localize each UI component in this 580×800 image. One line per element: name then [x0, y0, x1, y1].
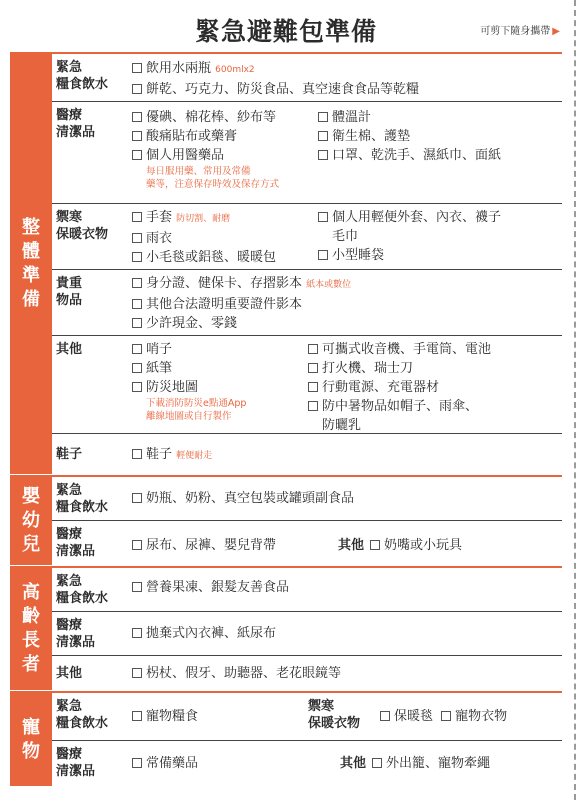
row-other	[52, 336, 562, 434]
note: 下載消防防災e點通App 離線地圖或自行製作	[146, 398, 247, 422]
checklist-item[interactable]: 尿布、尿褲、嬰兒背帶	[132, 536, 276, 555]
checkbox-icon[interactable]	[132, 582, 142, 592]
checkbox-icon[interactable]	[380, 711, 390, 721]
category-label: 醫療 清潔品	[56, 747, 96, 779]
category-label: 其他	[56, 342, 83, 357]
checklist-item[interactable]: 防災地圖	[132, 378, 246, 397]
checkbox-icon[interactable]	[372, 758, 382, 768]
category-label: 貴重 物品	[56, 276, 83, 308]
cut-line	[574, 0, 576, 800]
item-list	[380, 707, 507, 726]
checkbox-icon[interactable]	[132, 628, 142, 638]
item-list-right	[318, 208, 501, 265]
row-clothing	[52, 204, 562, 270]
checkbox-icon[interactable]	[318, 250, 328, 260]
checklist-item[interactable]: 可攜式收音機、手電筒、電池	[308, 340, 491, 359]
cut-note-text: 可剪下隨身攜帶	[480, 26, 551, 37]
label-char: 物	[22, 740, 40, 762]
checklist-item[interactable]: 小型睡袋	[318, 246, 501, 265]
checkbox-icon[interactable]	[132, 540, 142, 550]
checklist-item[interactable]: 身分證、健保卡、存摺影本 紙本或數位	[132, 274, 351, 295]
checklist-item[interactable]: 營養果凍、銀髮友善食品	[132, 578, 289, 597]
checklist-item[interactable]: 優碘、棉花棒、紗布等	[132, 108, 279, 127]
checkbox-icon[interactable]	[132, 112, 142, 122]
checklist-item[interactable]: 常備藥品	[132, 754, 198, 773]
category-label: 緊急 糧食飲水	[56, 483, 109, 515]
checklist-item[interactable]: 柺杖、假牙、助聽器、老花眼鏡等	[132, 664, 341, 683]
label-char: 齡	[22, 606, 40, 627]
checklist-item[interactable]: 個人用醫藥品	[132, 146, 279, 165]
checkbox-icon[interactable]	[132, 363, 142, 373]
checklist-item[interactable]: 防中暑物品如帽子、雨傘、	[308, 397, 491, 416]
checkbox-icon[interactable]	[132, 344, 142, 354]
checkbox-icon[interactable]	[132, 150, 142, 160]
note: 每日服用藥、常用及常備 藥等，注意保存時效及保存方式	[146, 166, 280, 190]
category-label: 緊急 糧食飲水	[56, 699, 109, 731]
checklist-item[interactable]: 奶瓶、奶粉、真空包裝或罐頭副食品	[132, 489, 354, 508]
row-medical	[52, 521, 562, 567]
row-valuables	[52, 270, 562, 336]
label-char: 幼	[22, 510, 40, 531]
row-medical	[52, 741, 562, 788]
checklist-item[interactable]: 行動電源、充電器材	[308, 378, 491, 397]
checklist-item[interactable]: 紙筆	[132, 359, 246, 378]
checklist-item[interactable]: 小毛毯或鋁毯、暖暖包	[132, 248, 276, 267]
section-label-elderly	[10, 568, 52, 690]
label-char: 嬰	[22, 486, 40, 507]
section-overall-prep	[10, 52, 562, 474]
category-label-warm-clothing: 禦寒 保暖衣物	[308, 699, 361, 731]
checkbox-icon[interactable]	[132, 299, 142, 309]
checkbox-icon[interactable]	[370, 540, 380, 550]
category-label: 緊急 糧食飲水	[56, 574, 109, 606]
category-label-other: 其他	[338, 538, 365, 553]
item-continuation: 防曬乳	[322, 418, 362, 433]
item-list-right	[318, 108, 501, 165]
section-label-overall	[10, 54, 52, 474]
row-other	[52, 656, 562, 692]
section-label-infant	[10, 477, 52, 565]
checkbox-icon[interactable]	[132, 711, 142, 721]
checklist-item[interactable]: 酸痛貼布或藥膏	[132, 127, 279, 146]
section-infant	[10, 475, 562, 565]
item-list	[372, 754, 490, 773]
item-list-right	[308, 340, 491, 435]
header	[10, 8, 562, 48]
checklist-item[interactable]: 奶嘴或小玩具	[370, 536, 462, 555]
category-label: 醫療 清潔品	[56, 527, 96, 559]
item-list	[132, 489, 354, 508]
item-list	[370, 536, 462, 555]
checkbox-icon[interactable]	[132, 668, 142, 678]
category-label: 醫療 清潔品	[56, 618, 96, 650]
checklist-item[interactable]: 打火機、瑞士刀	[308, 359, 491, 378]
checkbox-icon[interactable]	[308, 344, 318, 354]
label-char: 兒	[22, 534, 40, 555]
checklist-item[interactable]: 餅乾、巧克力、防災食品、真空速食食品等乾糧	[132, 80, 419, 99]
checkbox-icon[interactable]	[132, 131, 142, 141]
checklist-item[interactable]: 外出籠、寵物牽繩	[372, 754, 490, 773]
section-pet	[10, 691, 562, 786]
checklist-item[interactable]: 飲用水兩瓶 600mlx2	[132, 59, 419, 80]
label-char: 整	[22, 217, 40, 238]
checkbox-icon[interactable]	[441, 711, 451, 721]
checklist-item[interactable]: 拋棄式內衣褲、紙尿布	[132, 624, 276, 643]
page-title: 緊急避難包準備	[194, 17, 377, 46]
item-list	[132, 274, 351, 333]
category-label: 緊急 糧食飲水	[56, 60, 109, 92]
checkbox-icon[interactable]	[308, 363, 318, 373]
label-char: 長	[22, 630, 40, 651]
item-list-left	[132, 340, 246, 423]
checkbox-icon[interactable]	[132, 318, 142, 328]
item-continuation: 毛巾	[332, 229, 359, 244]
checklist-item[interactable]: 保暖毯 寵物衣物	[380, 707, 507, 726]
checkbox-icon[interactable]	[132, 758, 142, 768]
item-list	[132, 707, 198, 726]
category-label: 其他	[56, 666, 83, 681]
label-char: 者	[22, 654, 40, 675]
checklist-item[interactable]: 口罩、乾洗手、濕紙巾、面紙	[318, 146, 501, 165]
checkbox-icon[interactable]	[132, 84, 142, 94]
checklist-item[interactable]: 少許現金、零錢	[132, 314, 351, 333]
arrow-right-icon: ▶	[552, 26, 560, 37]
row-medical	[52, 102, 562, 204]
checklist-item[interactable]: 雨衣	[132, 229, 276, 248]
label-char: 備	[22, 289, 40, 310]
checklist-item[interactable]: 衛生棉、護墊	[318, 127, 501, 146]
row-food	[52, 568, 562, 612]
section-label-pet	[10, 693, 52, 786]
checkbox-icon[interactable]	[132, 212, 142, 222]
checkbox-icon[interactable]	[308, 401, 318, 411]
label-char: 體	[22, 241, 40, 262]
checklist-item[interactable]: 其他合法證明重要證件影本	[132, 295, 351, 314]
row-medical	[52, 612, 562, 656]
item-list	[132, 59, 419, 99]
checkbox-icon[interactable]	[132, 382, 142, 392]
checkbox-icon[interactable]	[132, 233, 142, 243]
checkbox-icon[interactable]	[318, 212, 328, 222]
item-list-left	[132, 108, 279, 191]
checkbox-icon[interactable]	[318, 112, 328, 122]
checkbox-icon[interactable]	[132, 252, 142, 262]
row-shoes	[52, 434, 562, 476]
checkbox-icon[interactable]	[318, 150, 328, 160]
label-char: 寵	[22, 716, 40, 738]
item-list	[132, 578, 289, 597]
category-label: 醫療 清潔品	[56, 108, 96, 140]
checklist-item[interactable]: 寵物糧食	[132, 707, 198, 726]
checklist-item[interactable]: 個人用輕便外套、內衣、襪子	[318, 208, 501, 227]
category-label-other: 其他	[340, 756, 367, 771]
checkbox-icon[interactable]	[318, 131, 328, 141]
label-char: 準	[22, 265, 40, 286]
checklist-item[interactable]: 哨子	[132, 340, 246, 359]
item-list	[132, 664, 341, 683]
section-elderly	[10, 566, 562, 690]
checkbox-icon[interactable]	[308, 382, 318, 392]
item-list	[132, 445, 212, 466]
category-label: 禦寒 保暖衣物	[56, 210, 109, 242]
label-char: 高	[22, 582, 40, 603]
checklist-item[interactable]: 體溫計	[318, 108, 501, 127]
checkbox-icon[interactable]	[132, 493, 142, 503]
item-list	[132, 536, 276, 555]
item-list-left	[132, 208, 276, 267]
checklist-item[interactable]: 手套 防切割、耐磨	[132, 208, 276, 229]
row-food	[52, 477, 562, 521]
row-food	[52, 54, 562, 102]
cut-note	[480, 22, 560, 37]
checkbox-icon[interactable]	[132, 63, 142, 73]
checkbox-icon[interactable]	[132, 278, 142, 288]
category-label: 鞋子	[56, 447, 83, 462]
row-food	[52, 693, 562, 741]
item-list	[132, 754, 198, 773]
checklist-item[interactable]: 鞋子 輕便耐走	[132, 445, 212, 466]
checkbox-icon[interactable]	[132, 449, 142, 459]
item-list	[132, 624, 276, 643]
